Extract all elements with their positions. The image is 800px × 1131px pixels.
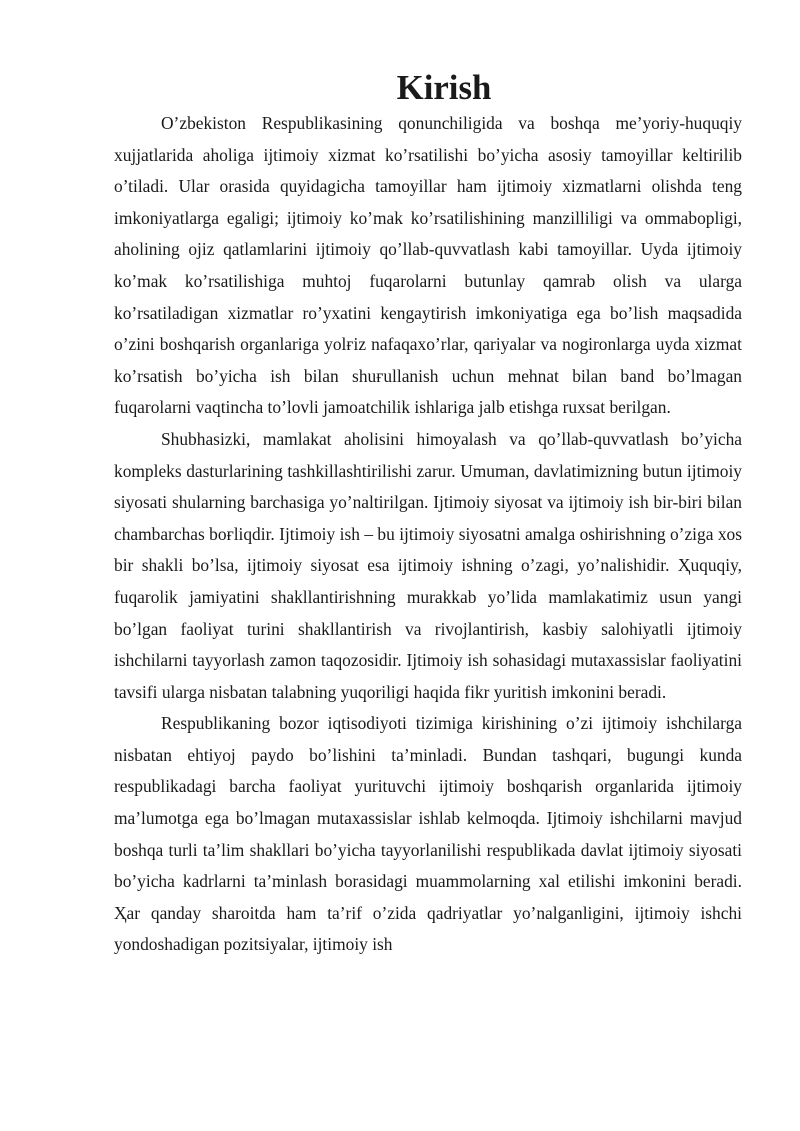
paragraph-2: Shubhasizki, mamlakat aholisini himoyalash va qo’llab-quvvatlash bo’yicha kompleks dasturlarining tashkillashtirilishi zarur. Umuman, davlatimizning butun ijtimoiy siyosati shularning barchasiga yo’naltirilgan. Ijtimoiy siyosat va ijtimoiy ish bir-biri bilan chambarchas boғliqdir. Ijtimoiy ish – bu ijtimoiy siyosatni amalga oshirishning o’ziga xos bir shakli bo’lsa, ijtimoiy siyosat esa ijtimoiy ishning o’zagi, yo’nalishidir. Ҳuquqiy, fuqarolik jamiyatini shakllantirishning murakkab yo’lida mamlakatimiz usun yangi bo’lgan faoliyat turini shakllantirish va rivojlantirish, kasbiy salohiyatli ijtimoiy ishchilarni tayyorlash zamon taqozosidir. Ijtimoiy ish sohasidagi mutaxassislar faoliyatini tavsifi ularga nisbatan talabning yuqoriligi haqida fikr yuritish imkonini beradi. xyxy=(114,428,742,702)
page-title: Kirish xyxy=(396,68,492,107)
document-page xyxy=(114,68,742,961)
paragraph-3: Respublikaning bozor iqtisodiyoti tizimiga kirishining o’zi ijtimoiy ishchilarga nisbatan ehtiyoj paydo bo’lishini ta’minladi. Bundan tashqari, bugungi kunda respublikadagi barcha faoliyat yurituvchi ijtimoiy boshqarish organlarida ijtimoiy ma’lumotga ega bo’lmagan mutaxassislar ishlab kelmoqda. Ijtimoiy ishchilarni mavjud boshqa turli ta’lim shakllari bo’yicha tayyorlanilishi respublikada davlat ijtimoiy siyosati bo’yicha kadrlarni ta’minlash borasidagi muammolarning xal etilishi imkonini beradi. Ҳar qanday sharoitda ham ta’rif o’zida qadriyatlar yo’nalganligini, ijtimoiy ishchi yondoshadigan pozitsiyalar, ijtimoiy ish xyxy=(114,713,742,955)
paragraph-1: O’zbekiston Respublikasining qonunchiligida va boshqa me’yoriy-huquqiy xujjatlarida aholiga ijtimoiy xizmat ko’rsatilishi bo’yicha asosiy tamoyillar keltirilib o’tiladi. Ular orasida quyidagicha tamoyillar ham ijtimoiy xizmatlarni olishda teng imkoniyatlarga egaligi; ijtimoiy ko’mak ko’rsatilishining manzilliligi va ommabopligi, aholining ojiz qatlamlarini ijtimoiy qo’llab-quvvatlash kabi tamoyillar. Uyda ijtimoiy ko’mak ko’rsatilishiga muhtoj fuqarolarni butunlay qamrab olish va ularga ko’rsatiladigan xizmatlar ro’yxatini kengaytirish imkoniyatiga ega bo’lish maqsadida o’zini boshqarish organlariga yolғiz nafaqaxo’rlar, qariyalar va nogironlarga uyda xizmat ko’rsatish bo’yicha ish bilan shuғullanish uchun mehnat bilan band bo’lmagan fuqarolarni vaqtincha to’lovli jamoatchilik ishlariga jalb etishga ruxsat berilgan. xyxy=(114,113,742,418)
